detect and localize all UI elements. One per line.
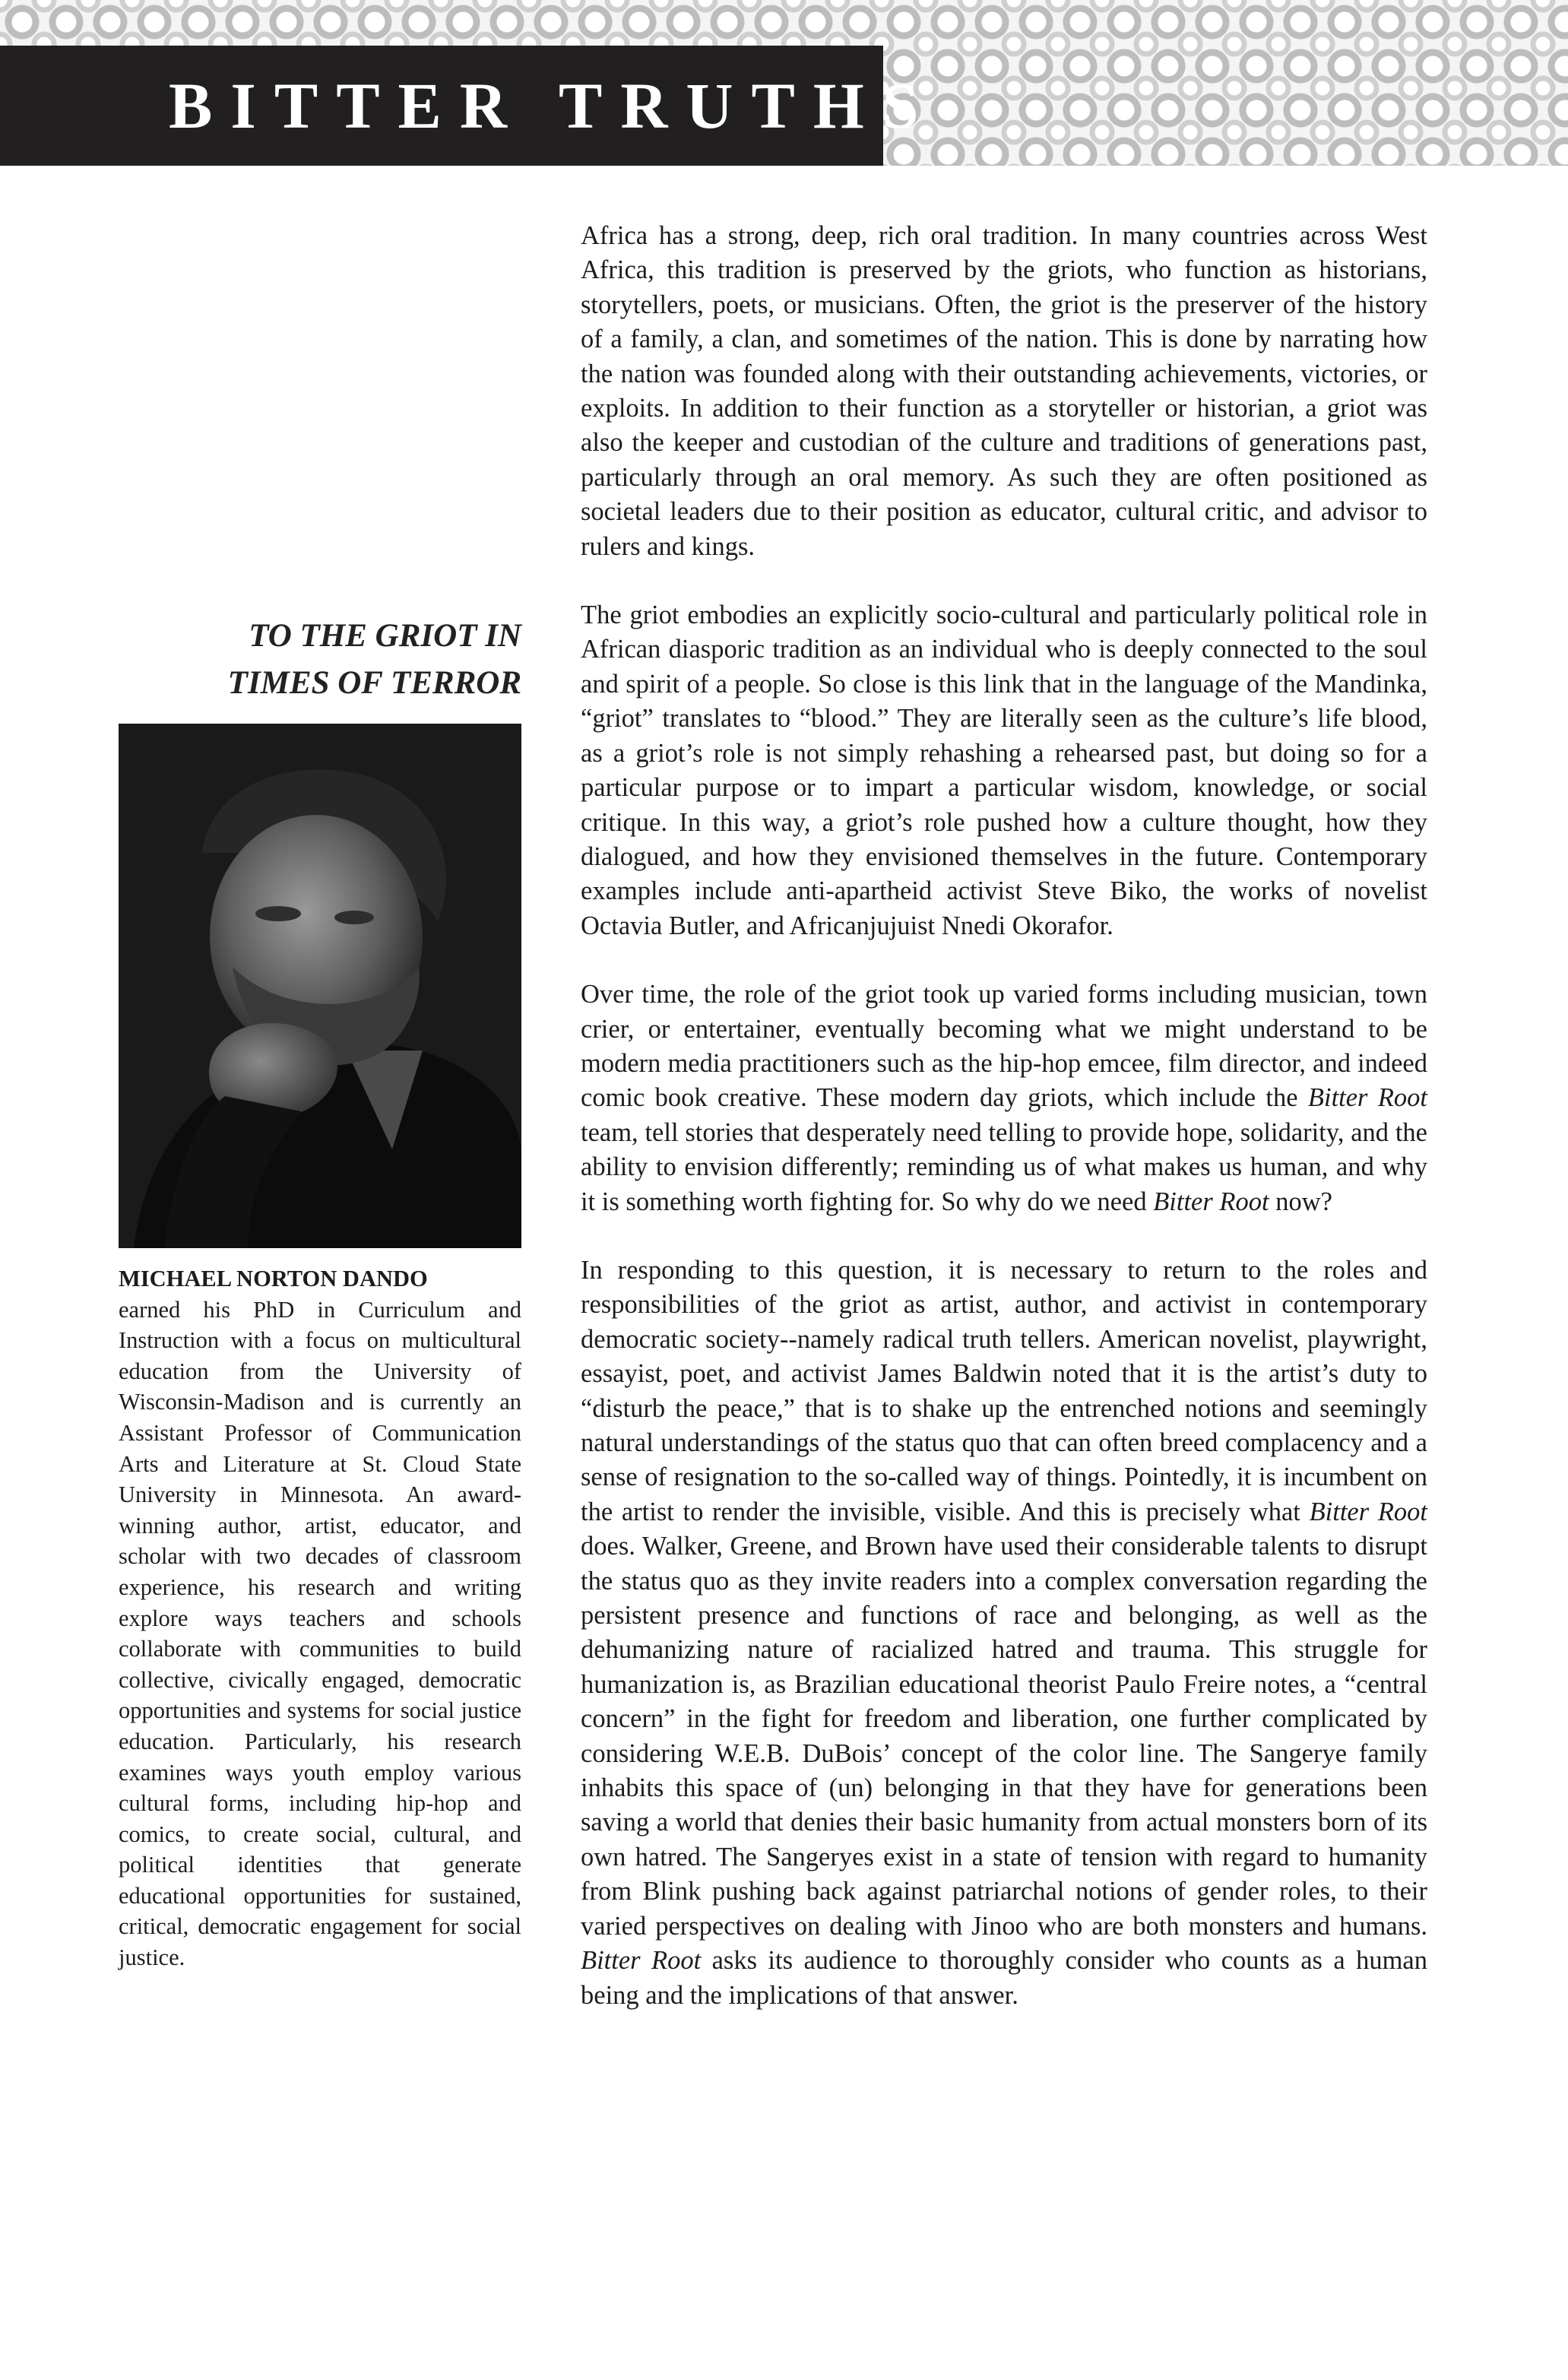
book-title-ref: Bitter Root bbox=[1153, 1187, 1269, 1216]
author-bio-text: earned his PhD in Curriculum and Instruction with a focus on multicultural education from the University of Wisconsin-Madison and is currently an Assistant Professor of Communication Arts and Literature at St. Cloud State University in Minnesota. An award-winning author, artist, educator, and scholar with two decades of classroom experience, his research and writing explore ways teachers and schools collaborate with communities to build collective, civically engaged, democratic opportunities and systems for social justice education. Particularly, his research examines ways youth employ various cultural forms, including hip-hop and comics, to create social, cultural, and political identities that generate educational opportunities for sustained, critical, democratic engagement for social justice. bbox=[119, 1296, 521, 1971]
paragraph-4-part-a: In responding to this question, it is necessary to return to the roles and responsibilities of the griot as artist, author, and activist in contemporary democratic society--namely radical truth tellers. American novelist, playwright, essayist, poet, and activist James Baldwin noted that it is the artist’s duty to “disturb the peace,” that is to shake up the entrenched notions and seemingly natural understandings of the status quo that can often breed complacency and a sense of resignation to the so-called way of things. Pointedly, it is incumbent on the artist to render the invisible, visible. And this is precisely what bbox=[581, 1255, 1427, 1526]
page-title: BITTER TRUTHS bbox=[169, 69, 937, 142]
sidebar bbox=[119, 613, 521, 707]
paragraph-3 bbox=[581, 978, 1427, 1219]
paragraph-3-part-c: now? bbox=[1269, 1187, 1332, 1216]
author-bio bbox=[119, 1263, 521, 1973]
article-body bbox=[581, 219, 1427, 2013]
paragraph-3-part-b: team, tell stories that desperately need telling to provide hope, solidarity, and the ability to envision differently; reminding us of what makes us human, and why it is something worth fighting for. So why do we need bbox=[581, 1117, 1427, 1216]
paragraph-4-part-b: does. Walker, Greene, and Brown have used their considerable talents to disrupt the status quo as they invite readers into a complex conversation regarding the persistent presence and functions of race and belonging, as well as the dehumanizing nature of racialized hatred and trauma. This struggle for humanization is, as Brazilian educational theorist Paulo Freire notes, a “central concern” in the fight for freedom and liberation, one further complicated by considering W.E.B. DuBois’ concept of the color line. The Sangerye family inhabits this space of (un) belonging in that they have for generations been saving a world that denies their basic humanity from actual monsters born of its own hatred. The Sangeryes exist in a state of tension with regard to humanity from Blink pushing back against patriarchal notions of gender roles, to their varied perspectives on dealing with Jinoo who are both monsters and humans. bbox=[581, 1532, 1427, 1941]
paragraph-2: The griot embodies an explicitly socio-cultural and particularly political role in African diasporic tradition as an individual who is deeply connected to the soul and spirit of a people. So close is this link that in the language of the Mandinka, “griot” translates to “blood.” They are literally seen as the culture’s life blood, as a griot’s role is not simply rehashing a rehearsed past, but doing so for a particular purpose or to impart a particular wisdom, knowledge, or social critique. In this way, a griot’s role pushed how a culture thought, how they dialogued, and how they envisioned themselves in the future. Contemporary examples include anti-apartheid activist Steve Biko, the works of novelist Octavia Butler, and Africanjujuist Nnedi Okorafor. bbox=[581, 601, 1427, 940]
author-name: MICHAEL NORTON DANDO bbox=[119, 1266, 428, 1291]
section-title-line-2: TIMES OF TERROR bbox=[227, 665, 521, 701]
book-title-ref: Bitter Root bbox=[1309, 1497, 1427, 1526]
section-title-line-1: TO THE GRIOT IN bbox=[249, 618, 521, 654]
title-bar bbox=[0, 46, 937, 166]
book-title-ref: Bitter Root bbox=[1307, 1083, 1427, 1113]
book-title-ref: Bitter Root bbox=[581, 1946, 702, 1976]
paragraph-4 bbox=[581, 1253, 1427, 2013]
section-title bbox=[119, 613, 521, 707]
paragraph-1: Africa has a strong, deep, rich oral tradition. In many countries across West Africa, this tradition is preserved by the griots, who function as historians, storytellers, poets, or musicians. Often, the griot is the preserver of the history of a family, a clan, and sometimes of the nation. This is done by narrating how the nation was founded along with their outstanding achievements, victories, or exploits. In addition to their function as a storyteller or historian, a griot was also the keeper and custodian of the culture and traditions of generations past, particularly through an oral memory. As such they are often positioned as societal leaders due to their position as educator, cultural critic, and advisor to rulers and kings. bbox=[581, 221, 1427, 561]
paragraph-3-part-a: Over time, the role of the griot took up varied forms including musician, town crier, or entertainer, eventually becoming what we might understand to be modern media practitioners such as the hip-hop emcee, film director, and indeed comic book creative. These modern day griots, which include the bbox=[581, 980, 1427, 1113]
paragraph-4-part-c: asks its audience to thoroughly consider who counts as a human being and the implications of that answer. bbox=[581, 1946, 1427, 2010]
portrait-illustration bbox=[119, 724, 521, 1248]
author-portrait-photo bbox=[119, 724, 521, 1248]
